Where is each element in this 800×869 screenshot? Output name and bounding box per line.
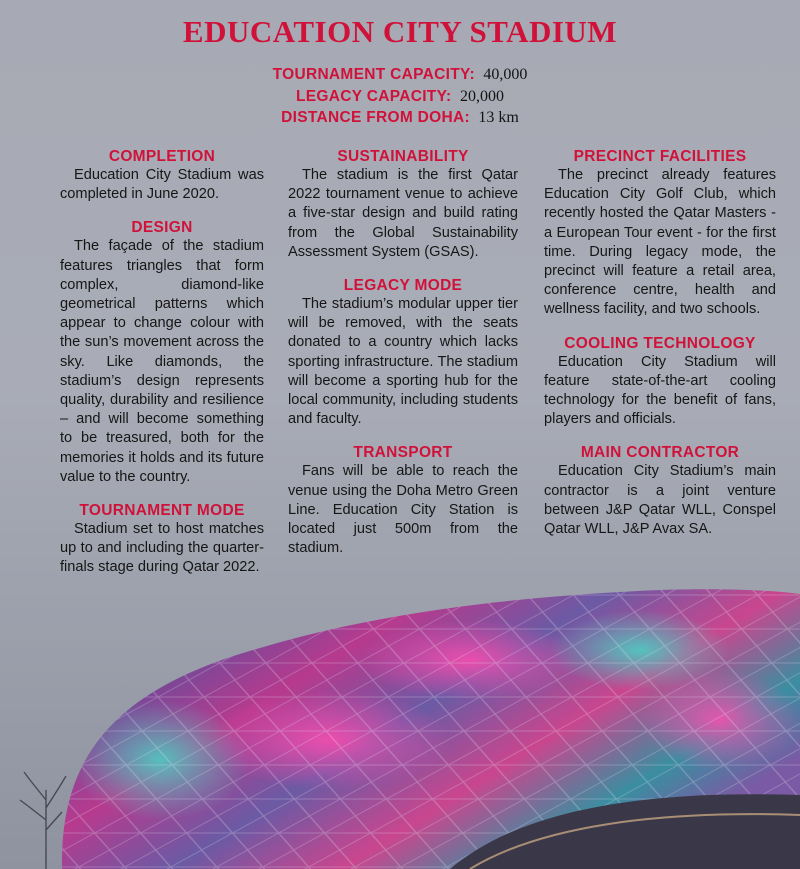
page-title: EDUCATION CITY STADIUM <box>182 14 618 49</box>
section-heading: MAIN CONTRACTOR <box>580 444 740 462</box>
section-heading: TRANSPORT <box>353 444 453 462</box>
section-precinct-facilities <box>544 147 776 320</box>
section-design <box>60 218 264 487</box>
section-body: The stadium is the first Qatar 2022 tournament venue to achieve a five-star design and build rating from the Global Sustainability Assessment System (GSAS). <box>288 167 518 260</box>
stat-value: 20,000 <box>459 87 504 105</box>
section-cooling-technology <box>544 334 776 430</box>
stat-label: LEGACY CAPACITY: <box>296 87 452 105</box>
section-body: Stadium set to host matches up to and including the quarter-finals stage during Qatar 2022. <box>60 521 264 576</box>
stat-legacy-capacity <box>0 86 800 108</box>
section-heading: TOURNAMENT MODE <box>79 502 245 520</box>
column-left <box>60 147 264 592</box>
section-body: The stadium’s modular upper tier will be removed, with the seats donated to a country which lacks sporting infrastructure. The stadium will become a sporting hub for the local community, including students and faculty. <box>288 296 518 428</box>
section-heading: PRECINCT FACILITIES <box>573 148 747 165</box>
section-heading: SUSTAINABILITY <box>337 148 469 165</box>
section-body: Education City Stadium will feature state-of-the-art cooling technology for the benefit of fans, players and officials. <box>544 353 776 428</box>
stat-tournament-capacity <box>0 64 800 86</box>
column-middle <box>288 147 518 572</box>
column-right <box>544 147 776 553</box>
section-heading: DESIGN <box>131 219 193 237</box>
section-sustainability <box>288 147 518 262</box>
stats-block <box>0 64 800 129</box>
section-main-contractor <box>544 443 776 539</box>
stat-value: 13 km <box>478 109 519 126</box>
stat-value: 40,000 <box>483 66 528 83</box>
section-tournament-mode <box>60 501 264 578</box>
stat-distance-from-doha <box>0 107 800 129</box>
section-body: Education City Stadium was completed in June 2020. <box>60 167 264 203</box>
section-heading: LEGACY MODE <box>343 277 463 295</box>
section-completion <box>60 147 264 204</box>
stat-label: DISTANCE FROM DOHA: <box>281 109 470 126</box>
section-body: Fans will be able to reach the venue using the Doha Metro Green Line. Education City Station is located just 500m from the stadium. <box>288 463 518 557</box>
section-body: The façade of the stadium features triangles that form complex, diamond-like geometrical patterns which appear to change colour with the sun’s movement across the sky. Like diamonds, the stadium’s design represents quality, durability and resilience – and will become something to be treasured, both for the memories it holds and its future value to the country. <box>60 238 264 485</box>
stat-label: TOURNAMENT CAPACITY: <box>272 66 475 83</box>
section-transport <box>288 443 518 558</box>
section-heading: COOLING TECHNOLOGY <box>564 334 756 352</box>
section-body: The precinct already features Education City Golf Club, which recently hosted the Qatar Masters - a European Tour event - for the first time. During legacy mode, the precinct will feature a retail area, conference centre, health and wellness facility, and two schools. <box>544 167 776 318</box>
section-legacy-mode <box>288 276 518 429</box>
section-body: Education City Stadium’s main contractor is a joint venture between J&P Qatar WLL, Conspel Qatar WLL, J&P Avax SA. <box>544 463 776 538</box>
section-heading: COMPLETION <box>108 148 216 165</box>
